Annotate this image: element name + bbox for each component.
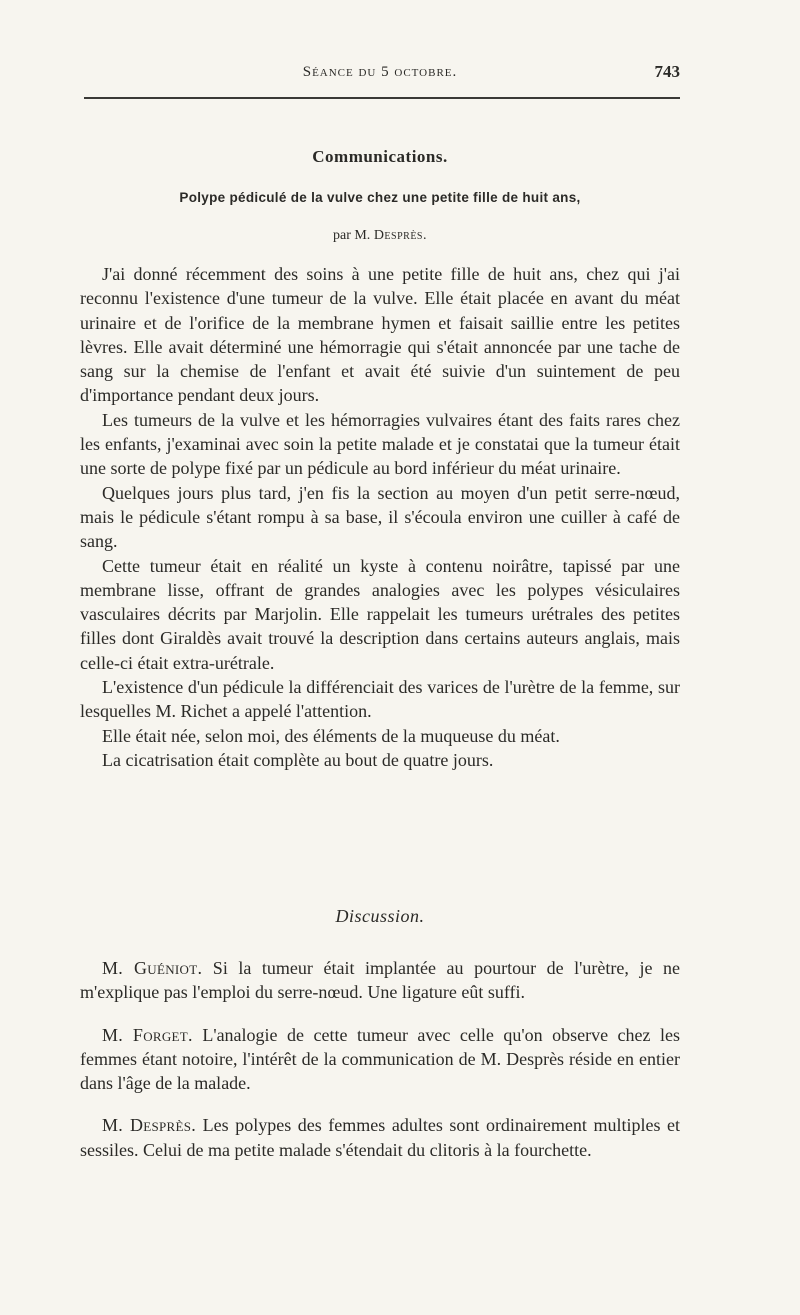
discussion-heading: Discussion. (335, 906, 425, 926)
running-title: Séance du 5 octobre. (302, 64, 458, 80)
speaker-text: L'analogie de cette tumeur avec celle qu'on observe chez les femmes étant notoire, l'intérêt de la communication de M. Desprès réside en entier dans l'âge de la malade. (80, 1024, 680, 1094)
article-paragraph: Quelques jours plus tard, j'en fis la section au moyen d'un petit serre-nœud, mais le pédicule s'étant rompu à sa base, il s'écoula environ une cuiller à café de sang. (80, 482, 680, 552)
byline (80, 228, 680, 244)
page-number: 743 (654, 62, 680, 81)
article-paragraph: Les tumeurs de la vulve et les hémorragies vulvaires étant des faits rares chez les enfants, j'examinai avec soin la petite malade et je constatai que la tumeur était une sorte de polype fixé par un pédicule au bord inférieur du méat urinaire. (80, 409, 680, 479)
running-head (80, 62, 680, 88)
byline-prefix: par M. (332, 228, 374, 243)
discussion-entry (80, 1113, 680, 1162)
header-rule (84, 97, 680, 99)
speaker-name: M. Guéniot. (102, 958, 203, 978)
speaker-text: Si la tumeur était implantée au pourtour de l'urètre, je ne m'explique pas l'emploi du serre-nœud. Une ligature eût suffi. (80, 958, 680, 1003)
byline-author: Desprès. (373, 228, 427, 243)
article-paragraph: La cicatrisation était complète au bout de quatre jours. (102, 749, 494, 770)
article-body (80, 262, 680, 772)
article-paragraph: J'ai donné récemment des soins à une petite fille de huit ans, chez qui j'ai reconnu l'existence d'une tumeur de la vulve. Elle était placée en avant du méat urinaire et de l'orifice de la membrane hymen et faisait saillie entre les petites lèvres. Elle avait déterminé une hémorragie qui s'était annoncée par une tache de sang sur la chemise de l'enfant et avait été suivie d'un suintement de peu d'importance pendant deux jours. (80, 264, 680, 406)
speaker-text: Les polypes des femmes adultes sont ordinairement multiples et sessiles. Celui de ma petite malade s'étendait du clitoris à la fourchette. (80, 1115, 680, 1160)
speaker-name: M. Desprès. (102, 1115, 197, 1136)
speaker-name: M. Forget. (102, 1024, 193, 1045)
discussion-entry (80, 956, 680, 1005)
article-paragraph: Elle était née, selon moi, des éléments de la muqueuse du méat. (102, 725, 560, 746)
discussion-entry (80, 1023, 680, 1096)
discussion-body (80, 956, 680, 1162)
article-title: Polype pédiculé de la vulve chez une petite fille de huit ans, (179, 190, 581, 205)
section-heading: Communications. (312, 147, 448, 166)
article-paragraph: Cette tumeur était en réalité un kyste à contenu noirâtre, tapissé par une membrane lisse, offrant de grandes analogies avec les polypes vésiculaires vasculaires décrits par Marjolin. Elle rappelait les tumeurs urétrales des petites filles dont Giraldès avait trouvé la description dans certains auteurs anglais, mais celle-ci était extra-urétrale. (80, 555, 680, 673)
article-paragraph: L'existence d'un pédicule la différenciait des varices de l'urètre de la femme, sur lesquelles M. Richet a appelé l'attention. (80, 677, 680, 722)
